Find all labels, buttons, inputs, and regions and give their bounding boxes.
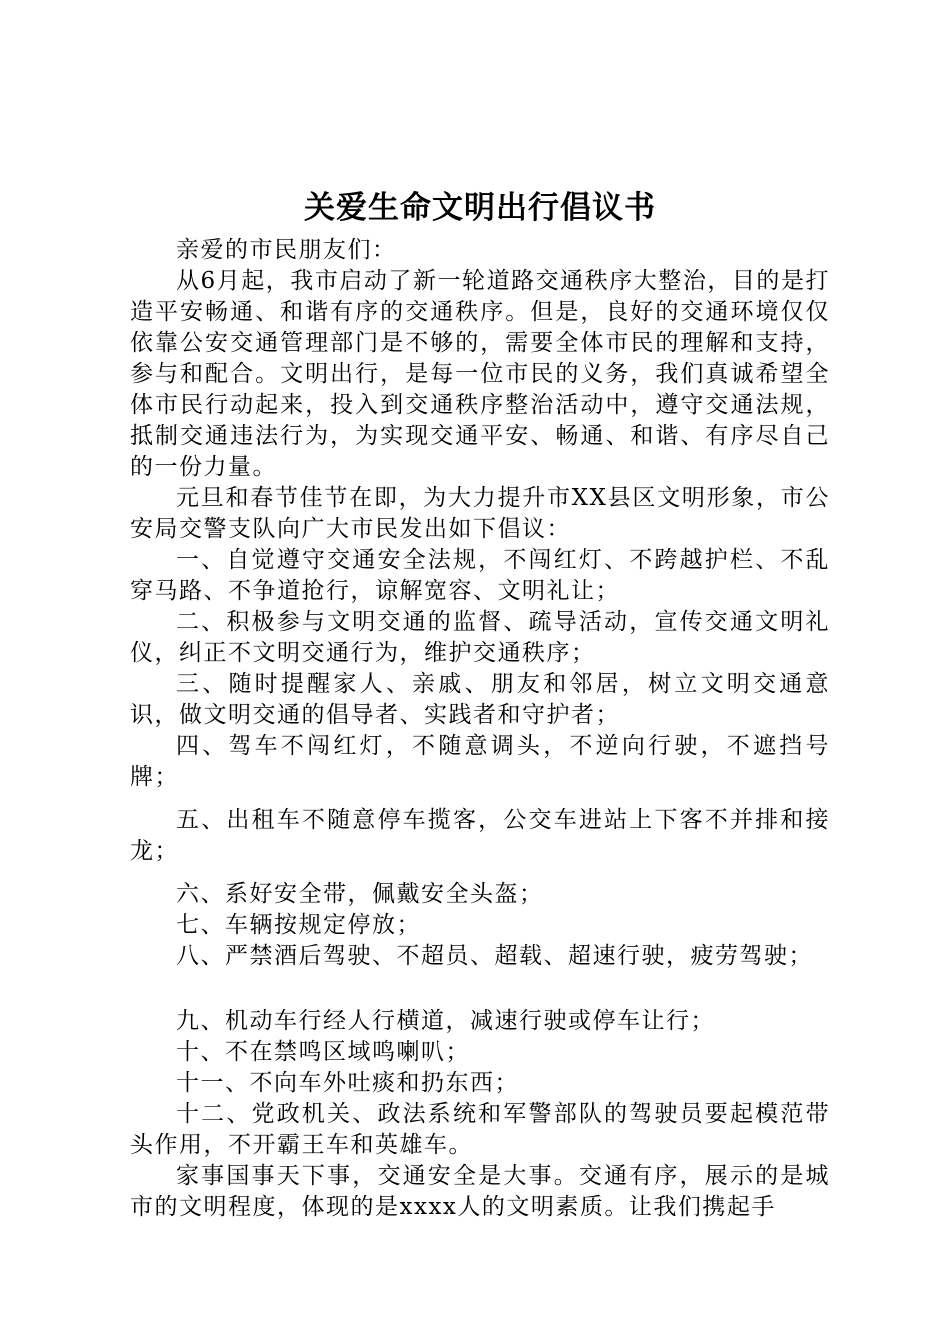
proposal-item-4: 四、驾车不闯红灯，不随意调头，不逆向行驶，不遮挡号牌； <box>130 733 830 790</box>
document-page <box>130 185 830 1223</box>
proposal-item-6: 六、系好安全带，佩戴安全头盔； <box>176 881 544 907</box>
proposal-item-9: 九、机动车行经人行横道，减速行驶或停车让行； <box>176 1008 715 1034</box>
proposal-item-10: 十、不在禁鸣区域鸣喇叭； <box>176 1039 470 1065</box>
occasion-paragraph: 元旦和春节佳节在即，为大力提升市XX县区文明形象，市公安局交警支队向广大市民发出如下倡议： <box>130 485 830 542</box>
proposal-item-8: 八、严禁酒后驾驶、不超员、超载、超速行驶，疲劳驾驶； <box>176 943 813 969</box>
proposal-item-5: 五、出租车不随意停车揽客，公交车进站上下客不并排和接龙； <box>130 807 830 864</box>
closing-paragraph: 家事国事天下事，交通安全是大事。交通有序，展示的是城市的文明程度，体现的是xxxx人的文明素质。让我们携起手 <box>130 1163 830 1220</box>
proposal-item-2: 二、积极参与文明交通的监督、疏导活动，宣传交通文明礼仪，纠正不文明交通行为，维护交通秩序； <box>130 609 830 666</box>
intro-paragraph: 从6月起，我市启动了新一轮道路交通秩序大整治，目的是打造平安畅通、和谐有序的交通秩序。但是，良好的交通环境仅仅依靠公安交通管理部门是不够的，需要全体市民的理解和支持，参与和配合。文明出行，是每一位市民的义务，我们真诚希望全体市民行动起来，投入到交通秩序整治活动中，遵守交通法规，抵制交通违法行为，为实现交通平安、畅通、和谐、有序尽自己的一份力量。 <box>130 268 830 480</box>
document-title: 关爱生命文明出行倡议书 <box>304 190 656 226</box>
proposal-item-3: 三、随时提醒家人、亲戚、朋友和邻居，树立文明交通意识，做文明交通的倡导者、实践者和守护者； <box>130 671 830 728</box>
proposal-item-1: 一、自觉遵守交通安全法规，不闯红灯、不跨越护栏、不乱穿马路、不争道抢行，谅解宽容、文明礼让； <box>130 547 830 604</box>
proposal-item-11: 十一、不向车外吐痰和扔东西； <box>176 1070 519 1096</box>
proposal-item-7: 七、车辆按规定停放； <box>176 912 421 938</box>
salutation: 亲爱的市民朋友们： <box>176 237 397 263</box>
proposal-item-12: 十二、党政机关、政法系统和军警部队的驾驶员要起模范带头作用，不开霸王车和英雄车。 <box>130 1101 830 1158</box>
